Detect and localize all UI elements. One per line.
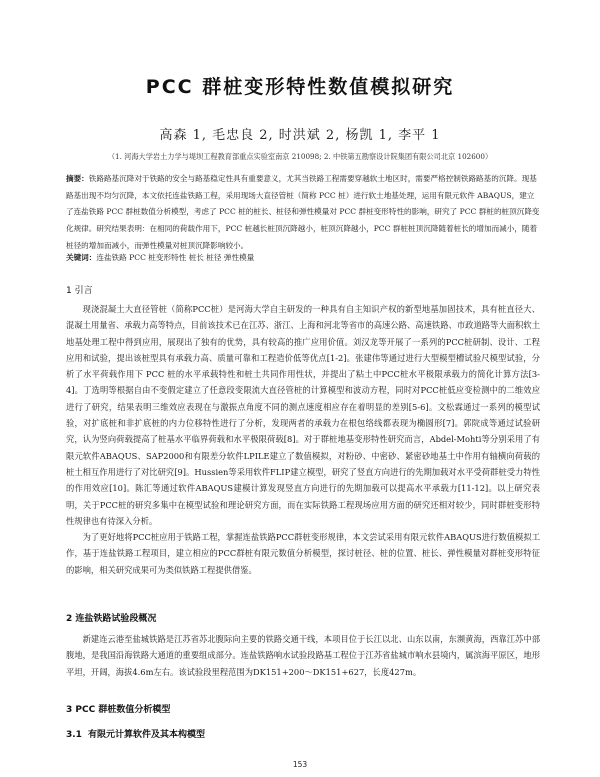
abstract-text: 铁路路基沉降对于铁路的安全与路基稳定性具有重要意义，尤其当铁路工程需要穿越软土地区时，需要严格控制铁路路基的沉降。现基路基出现不均匀沉降，本文依托连盐铁路工程，采用现场大直径管桩（简称 PCC 桩）进行软土地基处理，运用有限元软件 ABAQUS，建立了连盐铁路 PCC 群桩数值分析模型，考虑了 PCC 桩的桩长、桩径和弹性模量对 PCC 群桩变形特性的影响，研究了 PCC 群桩的桩顶沉降变化规律。研究结果表明：在相同的荷载作用下，PCC 桩越长桩顶沉降越小，桩顶沉降越小，PCC 群桩桩顶沉降随着桩长的增加而减小，随着桩径的增加而减小，而弹性模量对桩顶沉降影响较小。: [66, 174, 540, 250]
abstract-label: 摘要：: [66, 174, 89, 183]
keywords: [66, 252, 540, 264]
section-1-paragraph: 现浇混凝土大直径管桩（简称PCC桩）是河海大学自主研发的一种具有自主知识产权的新型地基加固技术，具有桩直径大、混凝土用量省、承载力高等特点，目前该技术已在江苏、浙江、上海和河北等省市的高速公路、高速铁路、市政道路等大面积软土地基处理工程中得到应用，展现出了独有的优势，具有较高的推广应用价值。刘汉龙等开展了一系列的PCC桩研制、设计、工程应用和试验，提出该桩型具有承载力高、质量可靠和工程造价低等优点[1-2]。张建伟等通过进行大型模型槽试验尺模型试验，分析了水平荷载作用下 PCC 桩的水平承载特性和桩土共同作用性状，并提出了粘土中PCC桩水平极限承载力的简化计算方法[3-4]。丁选明等根据自由不变假定建立了任意段变限流大直径管桩的计算模型和波动方程，同时对PCC桩低应变检测中的二维效应进行了研究，结果表明三维效应表现在与激振点角度不同的测点速度相应存在着明显的差别[5-6]。文松霖通过一系列的模型试验，对扩底桩和非扩底桩的内力位移特性进行了分析，发现两者的承载力在根包络线都表现为椭圆形[7]。郭院成等通过试验研究，认为竖向荷载提高了桩基水平临界荷载和水平极限荷载[8]。对于群桩地基变形特性研究而言，Abdel-Mohti等分别采用了有限元软件ABAQUS、SAP2000和有限差分软件LPILE建立了数值模拟，对粉砂、中密砂、紧密砂地基土中作用有轴横向荷载的桩土相互作用进行了对比研究[9]。Hussien等采用软件FLIP建立模型，研究了竖直方向进行的先期加载对水平受荷群桩受力特性的作用效应[10]。陈汇等通过软件ABAQUS建模计算发现竖直方向进行的先期加载可以提高水平承载力[11-12]。以上研究表明，关于PCC桩的研究多集中在模型试验和理论研究方面，而在实际铁路工程现场应用方面的研究还相对较少，同时群桩变形特性规律也有待深入分析。: [66, 304, 540, 526]
affiliation: （1. 河海大学岩土力学与堤坝工程教育部重点实验室南京 210098; 2. 中铁第五勘察设计院集团有限公司北京 102600）: [107, 152, 493, 161]
author-list: 高森 1, 毛忠良 2, 时洪斌 2, 杨凯 1, 李平 1: [159, 128, 441, 143]
section-2-paragraph: 新建连云港至盐城铁路是江苏省苏北腹际向主要的铁路交通干线，本项目位于长江以北、山东以南，东濒黄海，西靠江苏中部腹地，是我国沿海铁路大通道的重要组成部分。连盐铁路响水试验段路基工程位于江苏省盐城市响水县境内，属滨海平原区，地形平坦，开阔，海拔4.6m左右。该试验段里程范围为DK151+200～DK151+627，长度427m。: [66, 634, 540, 677]
section-1-body: [66, 301, 540, 578]
paper-title: PCC 群桩变形特性数值模拟研究: [145, 76, 455, 98]
section-2-body: [66, 631, 540, 680]
abstract: [66, 171, 540, 255]
section-3-heading: 3 PCC 群桩数值分析模型: [66, 705, 171, 715]
section-1-paragraph: 为了更好地将PCC桩应用于铁路工程，掌握连盐铁路PCC群桩变形规律，本文尝试采用有限元软件ABAQUS进行数值模拟工作，基于连盐铁路工程项目，建立相应的PCC群桩有限元数值分析模型，探讨桩径、桩的位置、桩长、弹性模量对群桩变形特征的影响，相关研究成果可为类似铁路工程提供借鉴。: [66, 532, 540, 575]
page-number: 153: [292, 760, 308, 769]
section-2-heading: 2 连盐铁路试验段概况: [66, 614, 157, 624]
section-1-heading: 1 引言: [66, 286, 93, 296]
keywords-text: 连盐铁路 PCC 桩变形特性 桩长 桩径 弹性模量: [96, 253, 255, 262]
section-3-1-title: 有限元计算软件及其本构模型: [88, 730, 206, 740]
section-3-1-number: 3.1: [66, 730, 82, 740]
keywords-label: 关键词：: [66, 253, 97, 262]
section-3-1-heading: [66, 727, 205, 740]
